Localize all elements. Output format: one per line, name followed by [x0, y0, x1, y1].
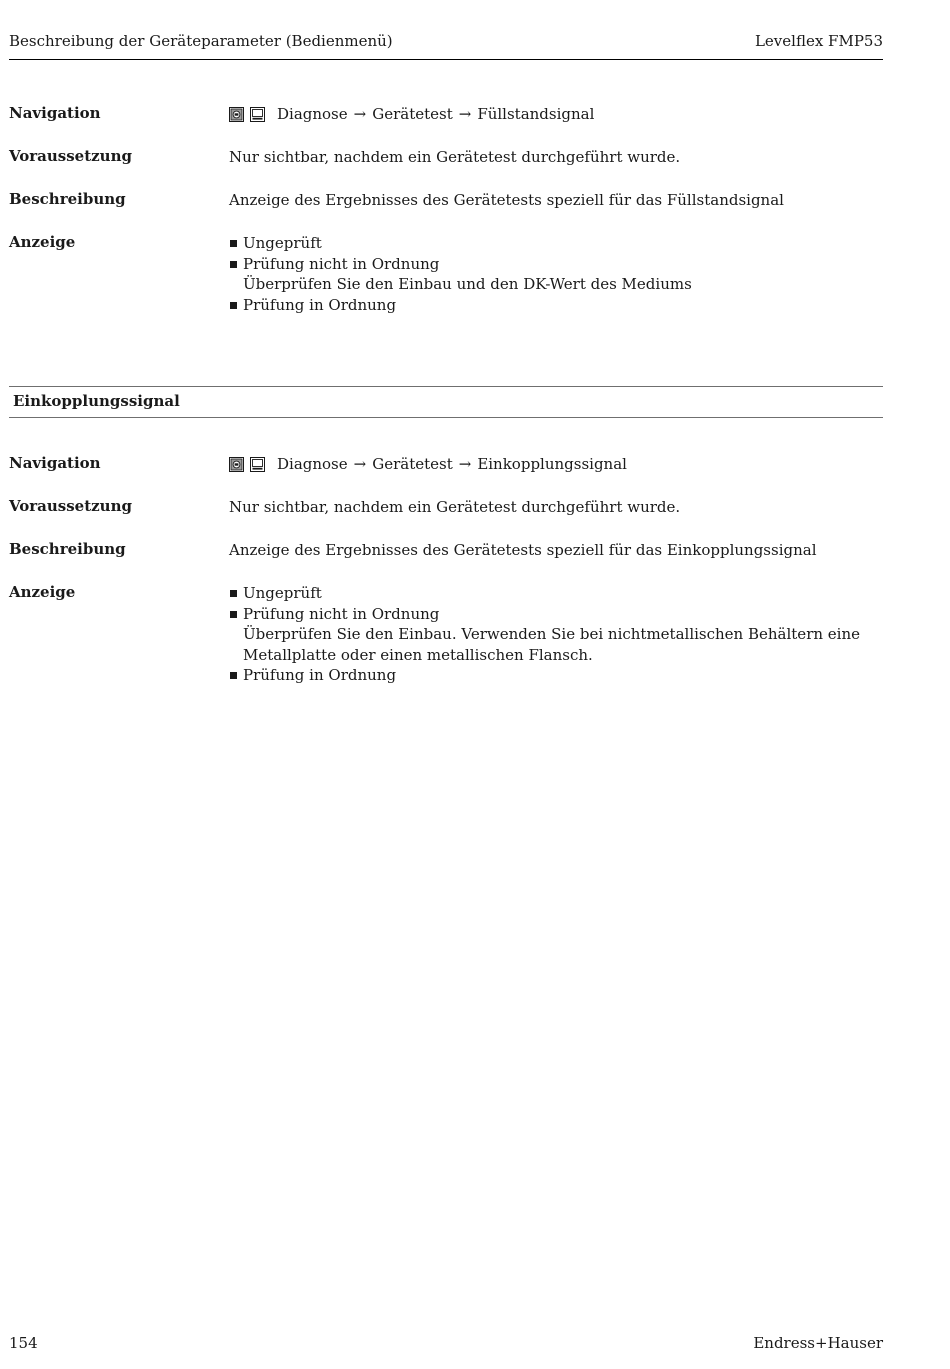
- display-label: Anzeige: [9, 233, 76, 251]
- display-options: [229, 583, 883, 686]
- navigation-step: Gerätetest: [372, 455, 453, 473]
- page-number: 154: [9, 1334, 38, 1352]
- option-text: Prüfung in Ordnung: [243, 295, 397, 314]
- list-item: [229, 583, 883, 604]
- navigation-arrow: →: [353, 105, 367, 123]
- navigation-row: [9, 104, 883, 128]
- display-options: [229, 233, 883, 315]
- navigation-step: Einkopplungssignal: [477, 455, 627, 473]
- display-label: Anzeige: [9, 583, 76, 601]
- description-row: [9, 190, 883, 212]
- navigation-step: Füllstandsignal: [477, 105, 595, 123]
- brand-name: Endress+Hauser: [753, 1334, 883, 1352]
- prerequisite-row: [9, 147, 883, 169]
- description-label: Beschreibung: [9, 190, 126, 208]
- list-item: [229, 604, 883, 666]
- option-text: Ungeprüft: [243, 234, 322, 252]
- list-item: [229, 295, 883, 316]
- section-header: [9, 386, 883, 418]
- operating-display-icon: [229, 457, 244, 472]
- bullet-icon: [230, 240, 237, 247]
- navigation-arrow: →: [458, 105, 472, 123]
- prerequisite-label: Voraussetzung: [9, 497, 132, 515]
- list-item: [229, 665, 883, 686]
- description-row: [9, 540, 883, 562]
- display-row: [9, 233, 883, 323]
- description-label: Beschreibung: [9, 540, 126, 558]
- option-text: Ungeprüft: [243, 584, 322, 602]
- prerequisite-label: Voraussetzung: [9, 147, 132, 165]
- computer-monitor-icon: [250, 107, 265, 122]
- navigation-row: [9, 454, 883, 478]
- navigation-step: Diagnose: [277, 105, 348, 123]
- prerequisite-text: Nur sichtbar, nachdem ein Gerätetest durchgeführt wurde.: [229, 498, 681, 516]
- prerequisite-row: [9, 497, 883, 519]
- display-row: [9, 583, 883, 693]
- option-note: Überprüfen Sie den Einbau und den DK-Wert des Mediums: [243, 275, 692, 293]
- navigation-label: Navigation: [9, 454, 101, 472]
- bullet-icon: [230, 261, 237, 268]
- option-text: Prüfung nicht in Ordnung: [243, 604, 440, 623]
- header-divider: [9, 59, 883, 60]
- description-text: Anzeige des Ergebnisses des Gerätetests speziell für das Einkopplungssignal: [229, 541, 817, 559]
- section-title: Einkopplungssignal: [13, 392, 180, 410]
- computer-monitor-icon: [250, 457, 265, 472]
- list-item: [229, 254, 883, 295]
- navigation-step: Diagnose: [277, 455, 348, 473]
- page-header-title: Beschreibung der Geräteparameter (Bedienmenü): [9, 32, 393, 50]
- bullet-icon: [230, 302, 237, 309]
- navigation-arrow: →: [353, 455, 367, 473]
- page-header-product: Levelflex FMP53: [754, 32, 883, 50]
- navigation-step: Gerätetest: [372, 105, 453, 123]
- option-text: Prüfung nicht in Ordnung: [243, 254, 440, 273]
- bullet-icon: [230, 590, 237, 597]
- navigation-path: [229, 454, 883, 475]
- navigation-label: Navigation: [9, 104, 101, 122]
- navigation-path: [229, 104, 883, 125]
- page-header: [9, 32, 883, 54]
- page-footer: [9, 1334, 883, 1356]
- prerequisite-text: Nur sichtbar, nachdem ein Gerätetest durchgeführt wurde.: [229, 148, 681, 166]
- description-text: Anzeige des Ergebnisses des Gerätetests speziell für das Füllstandsignal: [229, 191, 784, 209]
- option-text: Prüfung in Ordnung: [243, 666, 397, 684]
- option-note: Überprüfen Sie den Einbau. Verwenden Sie bei nichtmetallischen Behältern eine Metallplatte oder einen metallischen Flansch.: [243, 625, 860, 664]
- bullet-icon: [230, 611, 237, 618]
- list-item: [229, 233, 883, 254]
- operating-display-icon: [229, 107, 244, 122]
- bullet-icon: [230, 672, 237, 679]
- navigation-arrow: →: [458, 455, 472, 473]
